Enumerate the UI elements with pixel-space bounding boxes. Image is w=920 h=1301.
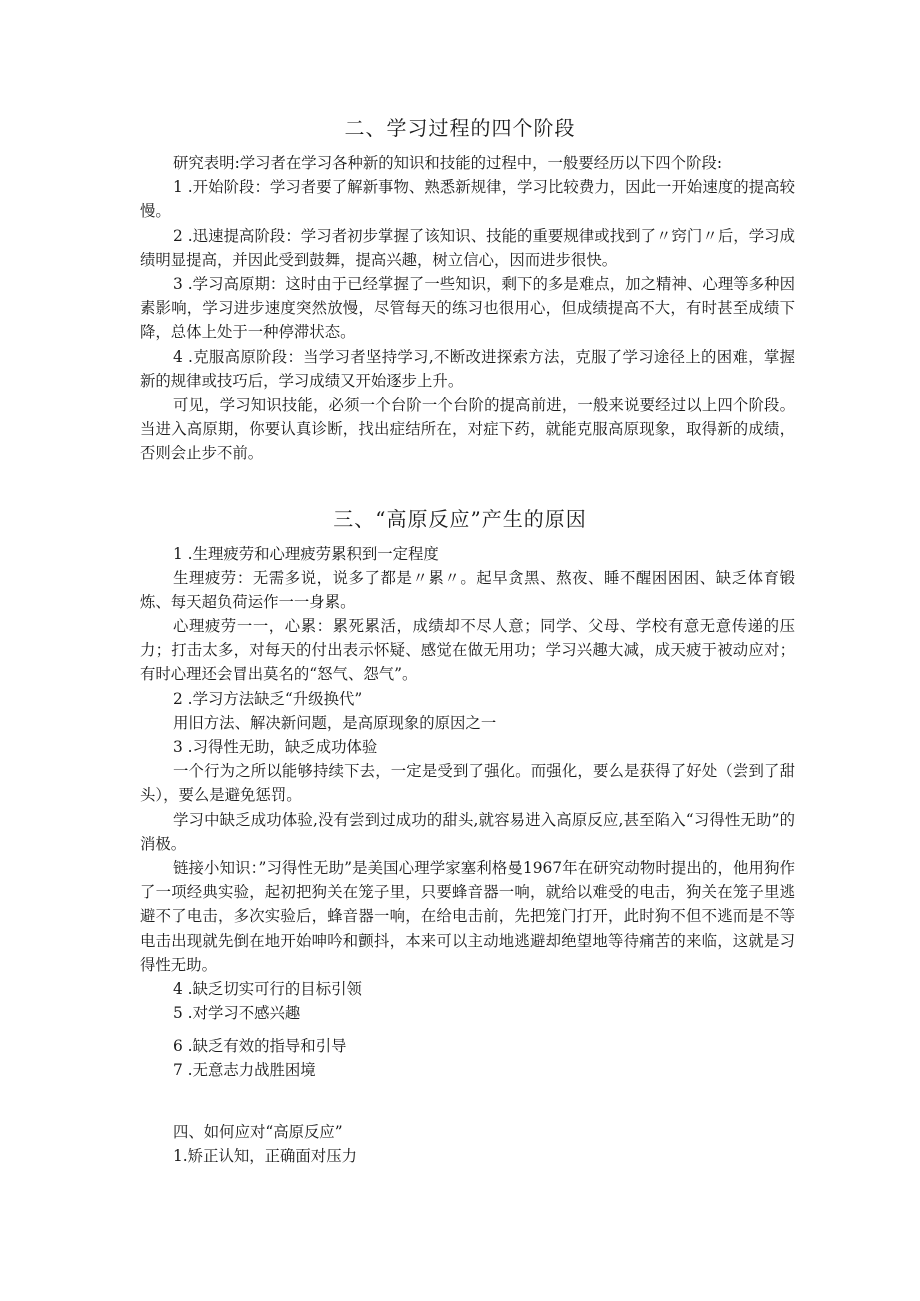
cause-2-heading: 2 .学习方法缺乏“升级换代” [173,690,363,708]
section-2-intro: 研究表明:学习者在学习各种新的知识和技能的过程中，一般要经历以下四个阶段: [173,154,723,172]
cause-6-item: 6 .缺乏有效的指导和引导 [173,1037,347,1055]
physical-fatigue-paragraph: 生理疲劳：无需多说，说多了都是〃累〃。起早贪黑、熬夜、睡不醒困困困、缺乏体育锻炼、每天超负荷运作一一身累。 [140,569,795,612]
section-3-title: 三、“高原反应”产生的原因 [333,507,587,531]
learned-helplessness-note: 链接小知识：”习得性无助”是美国心理学家塞利格曼1967年在研究动物时提出的，他用狗作了一项经典实验，起初把狗关在笼子里，只要蜂音器一响，就给以难受的电击，狗关在笼子里逃避不了电击，多次实验后，蜂音器一响，在给电击前，先把笼门打开，此时狗不但不逃而是不等电击出现就先倒在地开始呻吟和颤抖，本来可以主动地逃避却绝望地等待痛苦的来临，这就是习得性无助。 [140,859,795,974]
cause-2-text: 用旧方法、解决新问题，是高原现象的原因之一 [173,714,497,732]
cause-1-heading: 1 .生理疲劳和心理疲劳累积到一定程度 [173,545,439,563]
section-4-item-1: 1.矫正认知，正确面对压力 [173,1147,357,1165]
lack-success-paragraph: 学习中缺乏成功体验,没有尝到过成功的甜头,就容易进入高原反应,甚至陷入“习得性无助”的消极。 [140,811,795,854]
section-2-summary: 可见，学习知识技能，必须一个台阶一个台阶的提高前进，一般来说要经过以上四个阶段。当进入高原期，你要认真诊断，找出症结所在，对症下药，就能克服高原现象，取得新的成绩，否则会止步不前。 [140,396,795,463]
stage-4-paragraph: 4 .克服高原阶段：当学习者坚持学习,不断改进探索方法，克服了学习途径上的困难，掌握新的规律或技巧后，学习成绩又开始逐步上升。 [140,348,795,391]
section-2-title: 二、学习过程的四个阶段 [344,116,576,140]
stage-2-paragraph: 2 .迅速提高阶段：学习者初步掌握了该知识、技能的重要规律或找到了〃窍门〃后，学习成绩明显提高，并因此受到鼓舞，提高兴趣，树立信心，因而进步很快。 [140,227,795,270]
section-4-title: 四、如何应对“高原反应” [173,1123,343,1141]
cause-5-item: 5 .对学习不感兴趣 [173,1004,301,1022]
cause-4-item: 4 .缺乏切实可行的目标引领 [173,980,362,998]
stage-1-paragraph: 1 .开始阶段：学习者要了解新事物、熟悉新规律，学习比较费力，因此一开始速度的提高较慢。 [140,178,795,221]
cause-7-item: 7 .无意志力战胜困境 [173,1061,316,1079]
reinforcement-paragraph: 一个行为之所以能够持续下去，一定是受到了强化。而强化，要么是获得了好处（尝到了甜头），要么是避免惩罚。 [140,762,795,805]
mental-fatigue-paragraph: 心理疲劳一一，心累：累死累活，成绩却不尽人意；同学、父母、学校有意无意传递的压力；打击太多，对每天的付出表示怀疑、感觉在做无用功；学习兴趣大减，成天疲于被动应对；有时心理还会冒出莫名的“怒气、怨气”。 [140,617,795,684]
cause-3-heading: 3 .习得性无助，缺乏成功体验 [173,738,378,756]
stage-3-paragraph: 3 .学习高原期：这时由于已经掌握了一些知识，剩下的多是难点，加之精神、心理等多种因素影响，学习进步速度突然放慢，尽管每天的练习也很用心，但成绩提高不大，有时甚至成绩下降，总体上处于一种停滞状态。 [140,275,795,342]
